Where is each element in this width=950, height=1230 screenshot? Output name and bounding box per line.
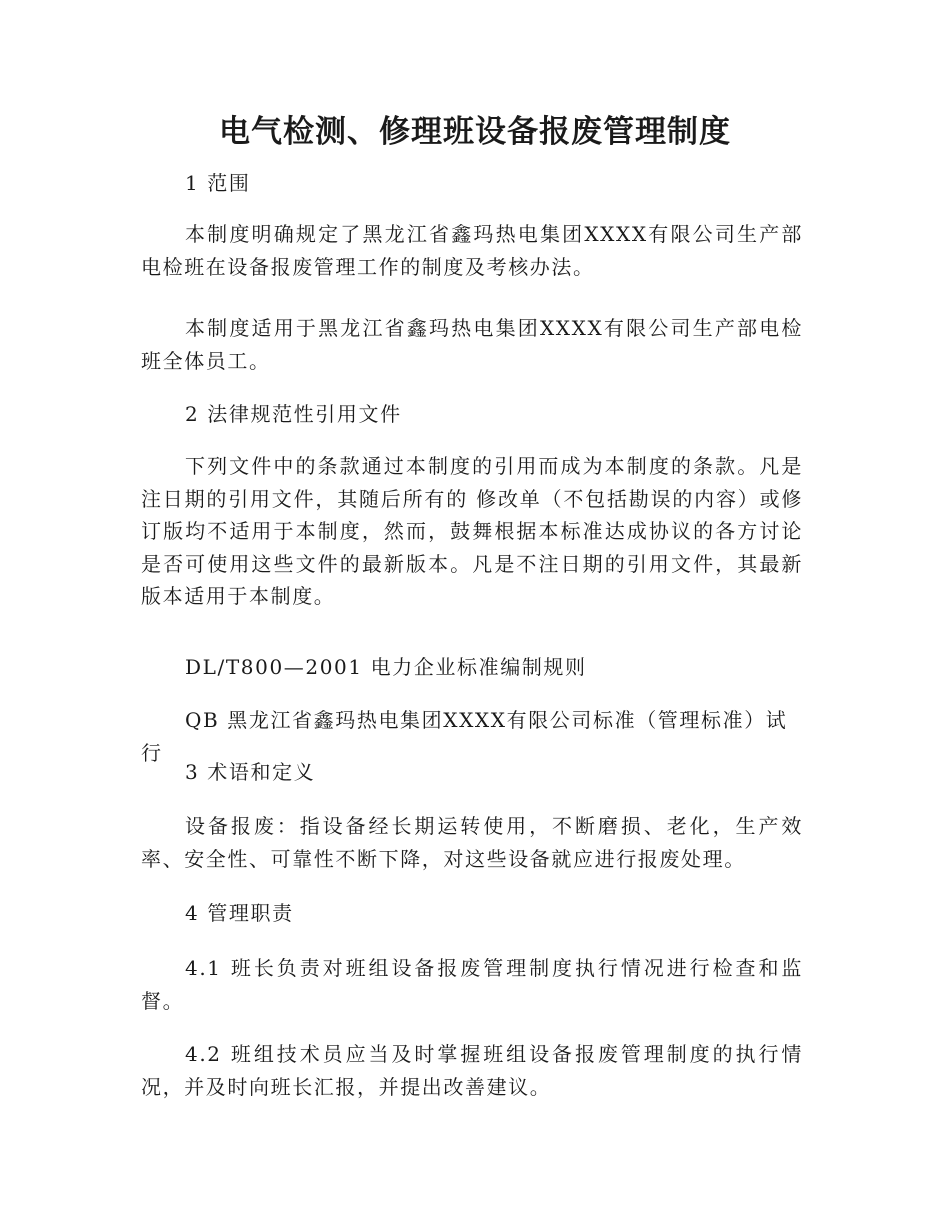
reference-item-dl-t800: DL/T800—2001 电力企业标准编制规则: [185, 655, 587, 679]
section-heading-terms: 3 术语和定义: [185, 760, 316, 784]
document-title: 电气检测、修理班设备报废管理制度: [219, 114, 731, 150]
paragraph-scope-definition: 本制度明确规定了黑龙江省鑫玛热电集团XXXX有限公司生产部电检班在设备报废管理工作的制度及考核办法。: [141, 222, 803, 279]
reference-item-qb: QB 黑龙江省鑫玛热电集团XXXX有限公司标准（管理标准）试行: [141, 708, 788, 765]
paragraph-responsibility-4-2: 4.2 班组技术员应当及时掌握班组设备报废管理制度的执行情况，并及时向班长汇报，并提出改善建议。: [141, 1042, 803, 1099]
section-heading-scope: 1 范围: [185, 171, 251, 195]
paragraph-references-body: 下列文件中的条款通过本制度的引用而成为本制度的条款。凡是注日期的引用文件，其随后所有的 修改单（不包括勘误的内容）或修订版均不适用于本制度，然而，鼓舞根据本标准达成协议的各方讨论是否可使用这些文件的最新版本。凡是不注日期的引用文件，其最新版本适用于本制度。: [141, 454, 803, 608]
section-heading-responsibilities: 4 管理职责: [185, 901, 294, 925]
section-heading-references: 2 法律规范性引用文件: [185, 402, 402, 426]
paragraph-scope-applicability: 本制度适用于黑龙江省鑫玛热电集团XXXX有限公司生产部电检班全体员工。: [141, 316, 803, 373]
paragraph-responsibility-4-1: 4.1 班长负责对班组设备报废管理制度执行情况进行检查和监督。: [141, 956, 803, 1013]
paragraph-term-equipment-scrapping: 设备报废：指设备经长期运转使用，不断磨损、老化，生产效率、安全性、可靠性不断下降，对这些设备就应进行报废处理。: [141, 814, 803, 871]
